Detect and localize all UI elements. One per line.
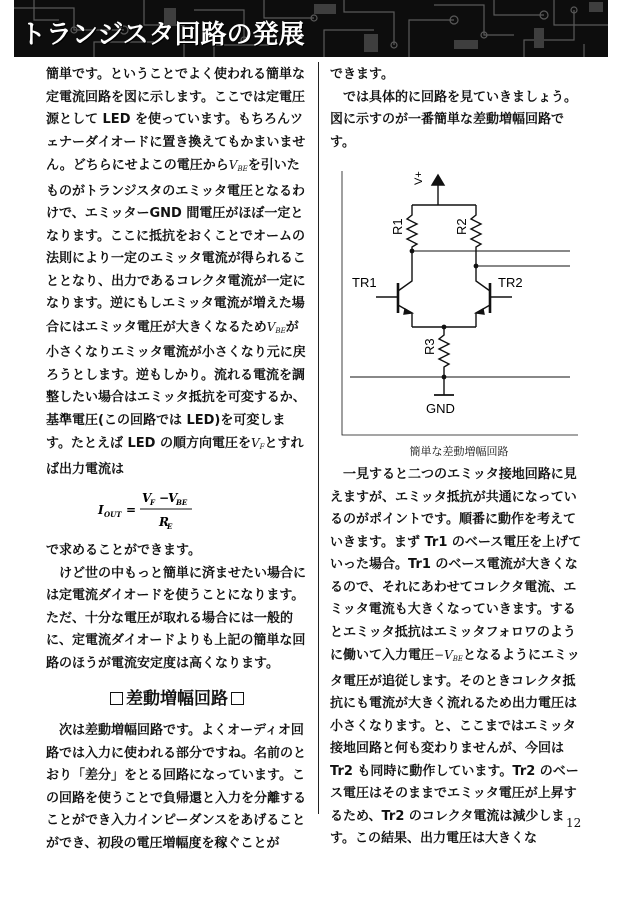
formula-den-sub: E xyxy=(167,522,173,531)
formula-equals: = xyxy=(126,503,137,517)
right-column xyxy=(330,64,588,851)
right-paragraph-1: できます。 xyxy=(330,67,394,82)
minus-vbe-symbol: $-V_{BE}$ xyxy=(434,648,464,663)
heading-box-icon xyxy=(110,692,123,705)
vbe-symbol: $V_{BE}$ xyxy=(228,158,248,173)
gnd-label: GND xyxy=(426,401,455,416)
tr1-label: TR1 xyxy=(352,275,377,290)
left-paragraph-3: けど世の中もっと簡単に済ませたい場合には定電流ダイオードを使うことになります。ただ、十分な電圧が取れる場合には一般的に、定電流ダイオードよりも上記の簡単な回路のほうが電流安定度は高くなります。 xyxy=(46,565,307,671)
right-paragraph-2: では具体的に回路を見ていきましょう。図に示すのが一番簡単な差動増幅回路です。 xyxy=(330,89,578,150)
r3-label: R3 xyxy=(422,338,437,355)
heading-box-icon xyxy=(231,692,244,705)
page-number: 12 xyxy=(566,816,582,830)
left-paragraph-1 xyxy=(46,64,308,481)
text-run: を引いたものがトランジスタのエミッタ電圧となるわけで、エミッターGND 間電圧がほぼ一定となります。ここに抵抗をおくことでオームの法則により一定のエミッタ電流が得られることとなり、出力であるコレクタ電流が一定になります。逆にもしエミッタ電流が増えた場合にはエミッタ電圧が大きくなるため xyxy=(46,158,306,335)
left-paragraph-4: 次は差動増幅回路です。よくオーディオ回路では入力に使われる部分ですね。名前のとおり「差分」をとる回路になっています。この回路を使うことで負帰還と入力を分離することができ入力インピーダンスをあげることができ、初段の電圧増幅度を稼ぐことが xyxy=(46,723,307,851)
formula-num-v2: V xyxy=(168,491,178,505)
left-paragraph-2: で求めることができます。 xyxy=(46,543,201,558)
left-column xyxy=(46,64,308,855)
differential-amp-circuit xyxy=(330,163,588,441)
junction-dot xyxy=(474,264,479,269)
formula-den: R xyxy=(159,515,169,529)
formula-minus: − xyxy=(159,491,170,505)
r1-label: R1 xyxy=(390,218,405,235)
text-run: 簡単です。ということでよく使われる簡単な定電流回路を図に示します。ここでは定電圧源として LED を使っています。もちろんツェナーダイオードに置き換えてもかまいません。どちらにせよこの電圧から xyxy=(46,67,306,173)
formula-lhs-sub: OUT xyxy=(104,510,122,519)
tr2-label: TR2 xyxy=(498,275,523,290)
section-heading: 差動増幅回路 xyxy=(46,687,308,711)
vf-symbol: $V_F$ xyxy=(250,436,265,451)
text-run: が小さくなりエミッタ電流が小さくなり元に戻ろうとします。逆もしかり。流れる電流を調整したい場合はエミッタ抵抗を可変するか、基準電圧(この回路では LED)を可変します。たとえば LED の順方向電圧を xyxy=(46,319,306,451)
page-title: トランジスタ回路の発展 xyxy=(20,20,305,50)
column-divider xyxy=(318,62,319,814)
junction-dot xyxy=(410,249,415,254)
junction-dot xyxy=(442,325,447,330)
page-header xyxy=(14,0,608,57)
formula-num-sub1: F xyxy=(150,498,155,507)
formula-num-sub2: BE xyxy=(176,498,188,507)
formula-lhs: I xyxy=(98,503,104,517)
right-paragraph-3: 一見すると二つのエミッタ接地回路に見えますが、エミッタ抵抗が共通になっているのがポイントです。順番に動作を考えていきます。まず Tr1 のベース電圧を上げていった場合。Tr1 のベース電流が大きくなるので、それにあわせてコレクタ電流、エミッタ電流も大きくなっていきます。するとエミッタ抵抗はエミッタフォロワのように働いて入力電圧$-V_{BE}$となるようにエミッタ電圧が追従します。そのときコレクタ抵抗にも電流が大きく流れるため出力電圧は小さくなります。と、ここまではエミッタ接地回路と何も変わりませんが、今回は Tr2 も同時に動作しています。Tr2 のベース電圧はそのままでエミッタ電圧が上昇するため、Tr2 のコレクタ電流は減少します。この結果、出力電圧は大きくな xyxy=(330,467,582,846)
vbe-symbol: $V_{BE}$ xyxy=(266,319,286,335)
formula-num-v1: V xyxy=(142,491,152,505)
current-formula xyxy=(46,484,308,536)
text-run: とすれば出力電流は xyxy=(46,436,304,477)
r2-label: R2 xyxy=(454,218,469,235)
figure-caption: 簡単な差動増幅回路 xyxy=(409,445,509,458)
vplus-label: V+ xyxy=(413,171,425,185)
junction-dot xyxy=(442,375,447,380)
